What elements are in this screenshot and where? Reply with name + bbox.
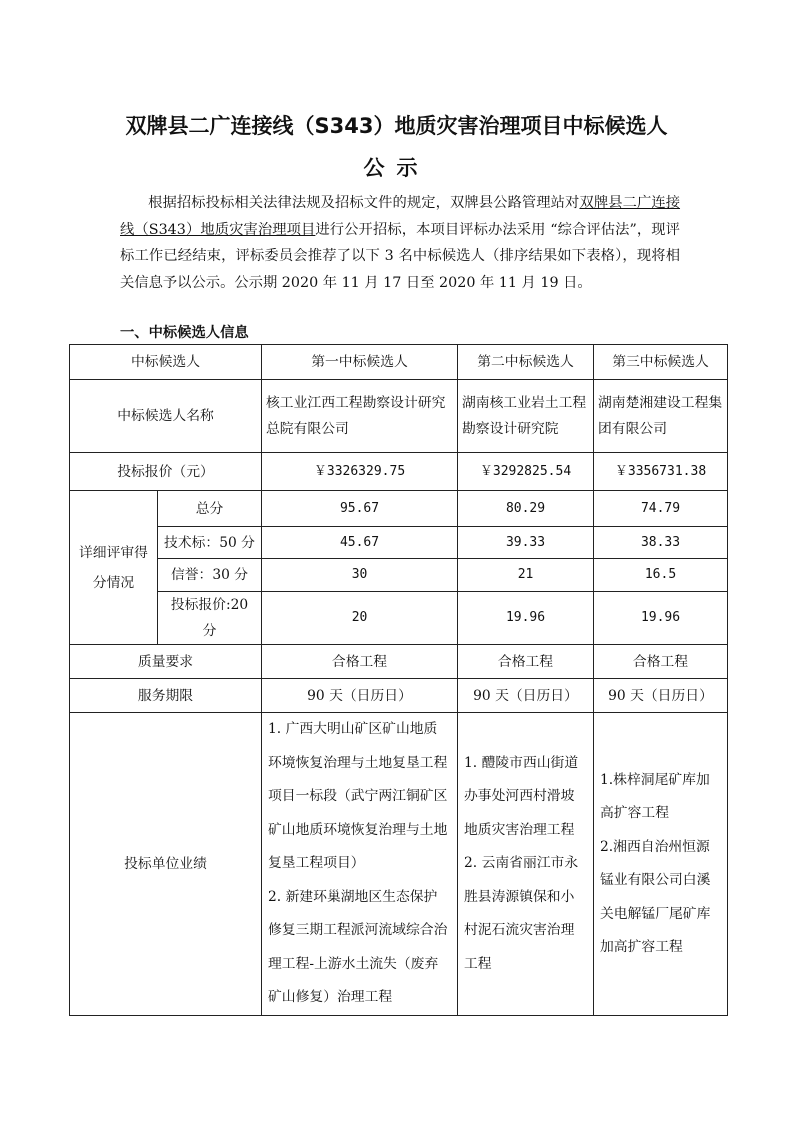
score-value: 19.96 [458, 592, 594, 645]
table-row-quality [70, 645, 728, 679]
score-value: 16.5 [594, 559, 728, 592]
table-row-names [70, 380, 728, 453]
row-label: 投标单位业绩 [70, 713, 262, 1016]
bid-price: ￥3326329.75 [262, 453, 458, 491]
score-label: 投标报价:20 分 [158, 592, 262, 645]
project-name-underlined: 双牌县二广连接线（S343）地质灾害治理项目 [120, 195, 681, 238]
table-row-period [70, 679, 728, 713]
candidate-table [69, 344, 728, 1016]
quality-value: 合格工程 [594, 645, 728, 679]
candidate-name: 湖南核工业岩土工程勘察设计研究院 [458, 380, 594, 453]
header-cell: 中标候选人 [70, 345, 262, 380]
performance-value: 1. 醴陵市西山街道办事处河西村滑坡地质灾害治理工程 2. 云南省丽江市永胜县涛源镇保和小村泥石流灾害治理工程 [458, 713, 594, 1016]
intro-text-2: 进行公开招标，本项目评标办法采用 “综合评估法”，现评标工作已经结束，评标委员会推荐了以下 3 名中标候选人（排序结果如下表格），现将相关信息予以公示。公示期 2020 年 11 月 17 日至 2020 年 11 月 19 日。 [120, 221, 680, 291]
header-cell: 第三中标候选人 [594, 345, 728, 380]
quality-value: 合格工程 [262, 645, 458, 679]
row-label: 投标报价（元） [70, 453, 262, 491]
quality-value: 合格工程 [458, 645, 594, 679]
score-value: 45.67 [262, 527, 458, 559]
row-label: 质量要求 [70, 645, 262, 679]
detail-score-label: 详细评审得分情况 [70, 491, 158, 645]
table-row-score [70, 527, 728, 559]
table-row-price [70, 453, 728, 491]
score-label: 总分 [158, 491, 262, 527]
score-label: 技术标：50 分 [158, 527, 262, 559]
bid-price: ￥3292825.54 [458, 453, 594, 491]
period-value: 90 天（日历日） [262, 679, 458, 713]
performance-value: 1.株梓洞尾矿库加高扩容工程 2.湘西自治州恒源锰业有限公司白溪关电解锰厂尾矿库加高扩容工程 [594, 713, 728, 1016]
score-value: 30 [262, 559, 458, 592]
section-heading: 一、中标候选人信息 [120, 325, 249, 341]
document-subtitle: 公示 [363, 156, 430, 180]
score-value: 74.79 [594, 491, 728, 527]
score-value: 95.67 [262, 491, 458, 527]
header-cell: 第二中标候选人 [458, 345, 594, 380]
table-row-score [70, 491, 728, 527]
candidate-name: 湖南楚湘建设工程集团有限公司 [594, 380, 728, 453]
header-cell: 第一中标候选人 [262, 345, 458, 380]
score-value: 21 [458, 559, 594, 592]
table-row-score [70, 559, 728, 592]
document-title: 双牌县二广连接线（S343）地质灾害治理项目中标候选人 [125, 114, 668, 138]
period-value: 90 天（日历日） [594, 679, 728, 713]
period-value: 90 天（日历日） [458, 679, 594, 713]
table-row-score [70, 592, 728, 645]
intro-text-1: 根据招标投标相关法律法规及招标文件的规定，双牌县公路管理站对 [148, 195, 580, 211]
row-label: 服务期限 [70, 679, 262, 713]
table-row-performance [70, 713, 728, 1016]
table-header-row [70, 345, 728, 380]
bid-price: ￥3356731.38 [594, 453, 728, 491]
score-value: 19.96 [594, 592, 728, 645]
performance-value: 1. 广西大明山矿区矿山地质环境恢复治理与土地复垦工程项目一标段（武宁两江铜矿区矿山地质环境恢复治理与土地复垦工程项目） 2. 新建环巢湖地区生态保护修复三期工程派河流域综合治理工程-上游水土流失（废弃矿山修复）治理工程 [262, 713, 458, 1016]
score-label: 信誉：30 分 [158, 559, 262, 592]
score-value: 38.33 [594, 527, 728, 559]
intro-paragraph [120, 190, 680, 296]
candidate-name: 核工业江西工程勘察设计研究总院有限公司 [262, 380, 458, 453]
row-label: 中标候选人名称 [70, 380, 262, 453]
score-value: 80.29 [458, 491, 594, 527]
score-value: 20 [262, 592, 458, 645]
score-value: 39.33 [458, 527, 594, 559]
